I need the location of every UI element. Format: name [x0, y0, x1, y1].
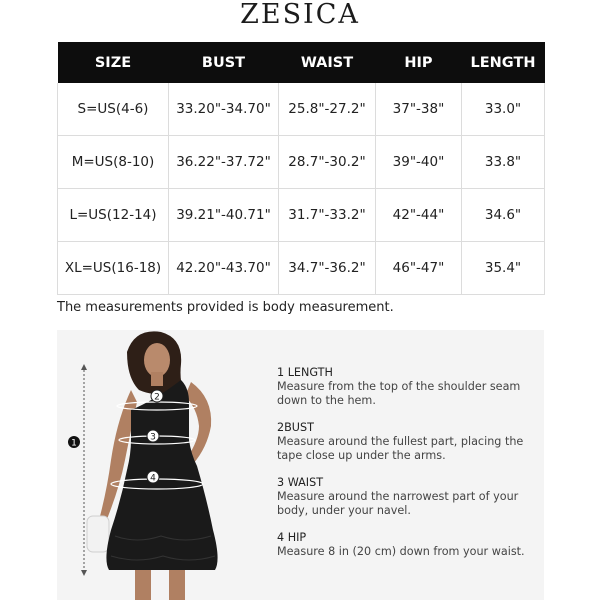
step-description: Measure around the fullest part, placing the tape close up under the arms. — [277, 435, 524, 462]
cell-size: XL=US(16-18) — [58, 242, 169, 295]
face-shape — [144, 343, 170, 377]
cell-length: 34.6" — [462, 189, 545, 242]
cell-bust: 33.20"-34.70" — [169, 83, 279, 136]
header-hip: HIP — [376, 42, 462, 83]
right-leg — [169, 570, 185, 600]
measurement-guide-panel — [57, 330, 544, 600]
step-hip — [277, 531, 537, 559]
step-title: WAIST — [287, 476, 324, 489]
cell-length: 35.4" — [462, 242, 545, 295]
cell-hip: 37"-38" — [376, 83, 462, 136]
step-description: Measure from the top of the shoulder seam down to the hem. — [277, 380, 521, 407]
step-waist — [277, 476, 537, 518]
step-number: 4 — [277, 531, 285, 544]
measurement-instructions — [277, 366, 537, 572]
length-arrow-bottom — [81, 570, 87, 576]
step-title: BUST — [284, 421, 314, 434]
model-figure — [57, 330, 272, 600]
table-row — [58, 83, 545, 136]
measurement-note: The measurements provided is body measurement. — [57, 300, 394, 315]
table-row — [58, 189, 545, 242]
step-length — [277, 366, 537, 408]
neck-shape — [151, 372, 163, 386]
cell-bust: 42.20"-43.70" — [169, 242, 279, 295]
marker-2-label: 2 — [154, 392, 160, 403]
step-number: 3 — [277, 476, 285, 489]
step-number: 2 — [277, 421, 285, 434]
marker-1-label: 1 — [71, 438, 77, 449]
cell-length: 33.0" — [462, 83, 545, 136]
step-description: Measure 8 in (20 cm) down from your waist. — [277, 545, 525, 558]
cell-bust: 39.21"-40.71" — [169, 189, 279, 242]
clutch-bag — [87, 516, 109, 552]
cell-hip: 46"-47" — [376, 242, 462, 295]
step-title: LENGTH — [287, 366, 333, 379]
header-length: LENGTH — [462, 42, 545, 83]
step-description: Measure around the narrowest part of your body, under your navel. — [277, 490, 519, 517]
step-number: 1 — [277, 366, 285, 379]
table-row — [58, 242, 545, 295]
header-bust: BUST — [169, 42, 279, 83]
cell-hip: 42"-44" — [376, 189, 462, 242]
table-header-row — [58, 42, 545, 83]
cell-waist: 31.7"-33.2" — [279, 189, 376, 242]
marker-4-label: 4 — [150, 473, 156, 484]
cell-waist: 25.8"-27.2" — [279, 83, 376, 136]
step-title: HIP — [287, 531, 307, 544]
step-bust — [277, 421, 537, 463]
header-size: SIZE — [58, 42, 169, 83]
cell-hip: 39"-40" — [376, 136, 462, 189]
cell-waist: 28.7"-30.2" — [279, 136, 376, 189]
cell-size: S=US(4-6) — [58, 83, 169, 136]
cell-length: 33.8" — [462, 136, 545, 189]
cell-waist: 34.7"-36.2" — [279, 242, 376, 295]
brand-logo: ZESICA — [240, 0, 360, 30]
length-arrow-top — [81, 364, 87, 370]
size-chart-table — [57, 42, 545, 295]
cell-size: L=US(12-14) — [58, 189, 169, 242]
marker-3-label: 3 — [150, 432, 156, 443]
cell-size: M=US(8-10) — [58, 136, 169, 189]
left-leg — [135, 570, 151, 600]
table-row — [58, 136, 545, 189]
header-waist: WAIST — [279, 42, 376, 83]
cell-bust: 36.22"-37.72" — [169, 136, 279, 189]
